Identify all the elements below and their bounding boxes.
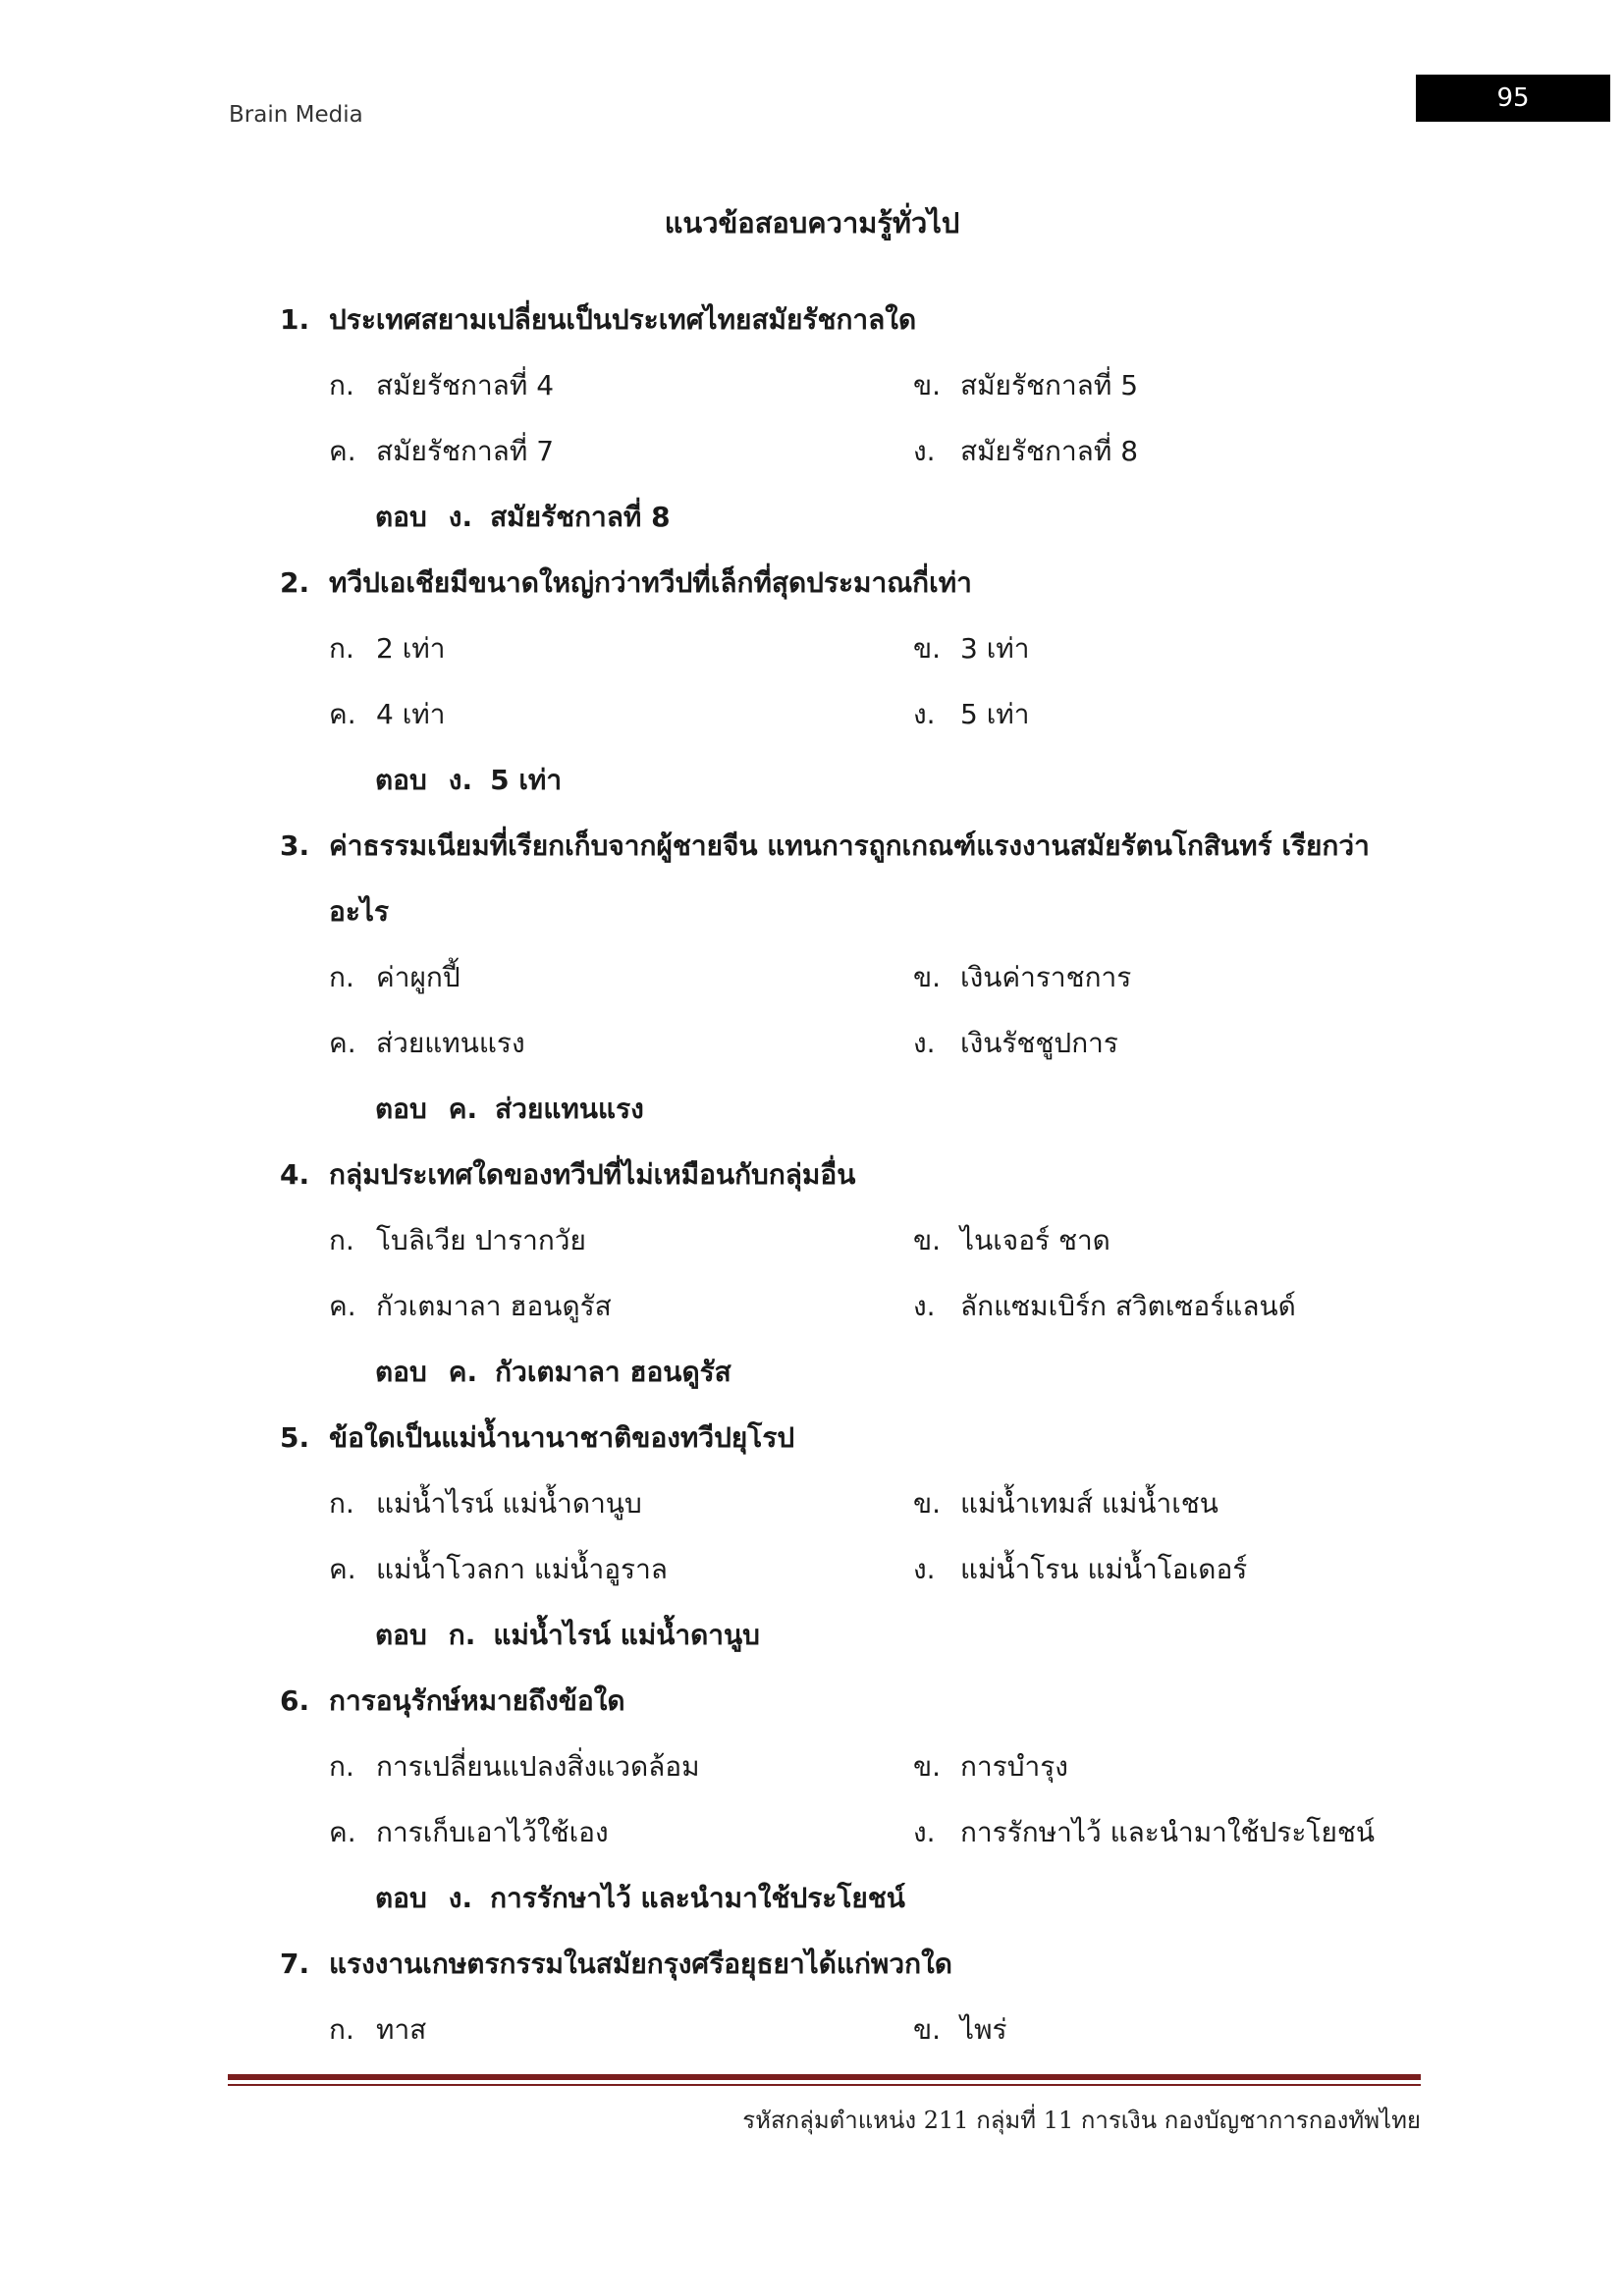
option-letter: ข. bbox=[913, 961, 942, 993]
question-text: ประเทศสยามเปลี่ยนเป็นประเทศไทยสมัยรัชกาลใด bbox=[329, 303, 917, 336]
option bbox=[913, 1207, 1409, 1273]
option-letter: ค. bbox=[329, 1553, 356, 1585]
question-4 bbox=[280, 1142, 1409, 1405]
option-letter: ค. bbox=[329, 1816, 356, 1848]
option-text: กัวเตมาลา ฮอนดูรัส bbox=[376, 1290, 612, 1322]
answer-text: ส่วยแทนแรง bbox=[495, 1093, 644, 1125]
option bbox=[913, 1734, 1409, 1799]
option-letter: ง. bbox=[913, 1290, 936, 1322]
option-text: ไนเจอร์ ชาด bbox=[960, 1224, 1110, 1256]
option bbox=[913, 418, 1409, 484]
question-text: ข้อใดเป็นแม่น้ำนานาชาติของทวีปยุโรป bbox=[329, 1421, 795, 1454]
option-letter: ง. bbox=[913, 698, 936, 730]
brand-name: Brain Media bbox=[229, 102, 363, 128]
answer-prefix: ตอบ bbox=[375, 1093, 427, 1125]
answer bbox=[280, 1339, 1409, 1405]
option bbox=[913, 944, 1409, 1010]
option-letter: ก. bbox=[329, 1750, 354, 1783]
option-letter: ข. bbox=[913, 1224, 942, 1256]
option bbox=[913, 1799, 1409, 1865]
option-letter: ข. bbox=[913, 1750, 942, 1783]
option-letter: ข. bbox=[913, 369, 942, 401]
option-text: แม่น้ำไรน์ แม่น้ำดานูบ bbox=[376, 1487, 642, 1520]
option bbox=[913, 352, 1409, 418]
option-text: สมัยรัชกาลที่ 4 bbox=[376, 369, 555, 401]
question-number: 4. bbox=[280, 1158, 310, 1191]
option-text: แม่น้ำเทมส์ แม่น้ำเชน bbox=[960, 1487, 1218, 1520]
footer-text: รหัสกลุ่มตำแหน่ง 211 กลุ่มที่ 11 การเงิน กองบัญชาการกองทัพไทย bbox=[742, 2107, 1421, 2134]
option-text: แม่น้ำโรน แม่น้ำโอเดอร์ bbox=[960, 1553, 1248, 1585]
answer bbox=[280, 1602, 1409, 1668]
question-number: 7. bbox=[280, 1948, 310, 1980]
option-letter: ก. bbox=[329, 961, 354, 993]
answer-letter: ง. bbox=[448, 501, 473, 533]
question-text: กลุ่มประเทศใดของทวีปที่ไม่เหมือนกับกลุ่มอื่น bbox=[329, 1158, 856, 1191]
footer-divider bbox=[228, 2074, 1421, 2080]
answer-prefix: ตอบ bbox=[375, 501, 427, 533]
option-text: เงินค่าราชการ bbox=[960, 961, 1132, 993]
page-number: 95 bbox=[1416, 75, 1610, 122]
option bbox=[913, 1010, 1409, 1076]
option-text: สมัยรัชกาลที่ 8 bbox=[960, 435, 1139, 467]
question-list bbox=[280, 287, 1409, 2062]
option-text: ส่วยแทนแรง bbox=[376, 1027, 525, 1059]
answer-text: แม่น้ำไรน์ แม่น้ำดานูบ bbox=[493, 1619, 760, 1651]
footer-divider-thin bbox=[228, 2084, 1421, 2086]
option-text: 5 เท่า bbox=[960, 698, 1030, 730]
option-letter: ข. bbox=[913, 632, 942, 665]
question-6 bbox=[280, 1668, 1409, 1931]
question-text: ค่าธรรมเนียมที่เรียกเก็บจากผู้ชายจีน แทนการถูกเกณฑ์แรงงานสมัยรัตนโกสินทร์ เรียกว่าอะไร bbox=[329, 829, 1370, 928]
question-3 bbox=[280, 813, 1409, 1142]
answer-text: 5 เท่า bbox=[490, 764, 563, 796]
option-text: 2 เท่า bbox=[376, 632, 446, 665]
option bbox=[913, 681, 1409, 747]
answer-prefix: ตอบ bbox=[375, 1882, 427, 1914]
answer-letter: ค. bbox=[448, 1093, 478, 1125]
option bbox=[329, 681, 913, 747]
option-letter: ค. bbox=[329, 698, 356, 730]
question-number: 1. bbox=[280, 303, 310, 336]
answer-text: การรักษาไว้ และนำมาใช้ประโยชน์ bbox=[490, 1882, 905, 1914]
answer-text: กัวเตมาลา ฮอนดูรัส bbox=[495, 1356, 731, 1388]
option-letter: ง. bbox=[913, 1553, 936, 1585]
option-text: 4 เท่า bbox=[376, 698, 446, 730]
question-text: แรงงานเกษตรกรรมในสมัยกรุงศรีอยุธยาได้แก่พวกใด bbox=[329, 1948, 952, 1980]
option-text: สมัยรัชกาลที่ 7 bbox=[376, 435, 555, 467]
option bbox=[913, 1470, 1409, 1536]
question-number: 6. bbox=[280, 1684, 310, 1717]
question-number: 2. bbox=[280, 566, 310, 599]
answer-text: สมัยรัชกาลที่ 8 bbox=[490, 501, 671, 533]
option-text: แม่น้ำโวลกา แม่น้ำอูราล bbox=[376, 1553, 668, 1585]
option-text: สมัยรัชกาลที่ 5 bbox=[960, 369, 1139, 401]
answer-letter: ง. bbox=[448, 764, 473, 796]
option bbox=[329, 1536, 913, 1602]
option-letter: ค. bbox=[329, 1290, 356, 1322]
answer bbox=[280, 1076, 1409, 1142]
answer-prefix: ตอบ bbox=[375, 1619, 427, 1651]
question-number: 5. bbox=[280, 1421, 310, 1454]
option-letter: ข. bbox=[913, 1487, 942, 1520]
option-letter: ง. bbox=[913, 435, 936, 467]
option bbox=[913, 615, 1409, 681]
option-text: ทาส bbox=[376, 2013, 427, 2046]
option-text: การบำรุง bbox=[960, 1750, 1068, 1783]
option bbox=[329, 418, 913, 484]
page-title: แนวข้อสอบความรู้ทั่วไป bbox=[664, 206, 960, 240]
option bbox=[329, 1010, 913, 1076]
answer bbox=[280, 484, 1409, 550]
question-7 bbox=[280, 1931, 1409, 2062]
question-text: การอนุรักษ์หมายถึงข้อใด bbox=[329, 1684, 625, 1717]
option-letter: ก. bbox=[329, 2013, 354, 2046]
option-text: ไพร่ bbox=[960, 2013, 1007, 2046]
answer-prefix: ตอบ bbox=[375, 1356, 427, 1388]
option-text: ค่าผูกปี้ bbox=[376, 961, 460, 993]
option bbox=[329, 1207, 913, 1273]
answer-prefix: ตอบ bbox=[375, 764, 427, 796]
option-letter: ค. bbox=[329, 1027, 356, 1059]
option-letter: ง. bbox=[913, 1027, 936, 1059]
option-letter: ค. bbox=[329, 435, 356, 467]
option bbox=[913, 1536, 1409, 1602]
question-1 bbox=[280, 287, 1409, 550]
answer bbox=[280, 1865, 1409, 1931]
question-text: ทวีปเอเชียมีขนาดใหญ่กว่าทวีปที่เล็กที่สุดประมาณกี่เท่า bbox=[329, 566, 972, 599]
question-2 bbox=[280, 550, 1409, 813]
option-text: โบลิเวีย ปารากวัย bbox=[376, 1224, 586, 1256]
option-letter: ก. bbox=[329, 1224, 354, 1256]
option-text: การเปลี่ยนแปลงสิ่งแวดล้อม bbox=[376, 1750, 700, 1783]
question-number: 3. bbox=[280, 829, 310, 862]
answer-letter: ค. bbox=[448, 1356, 478, 1388]
option bbox=[913, 1273, 1409, 1339]
option bbox=[329, 615, 913, 681]
option-letter: ก. bbox=[329, 632, 354, 665]
option-letter: ก. bbox=[329, 369, 354, 401]
option-letter: ข. bbox=[913, 2013, 942, 2046]
option bbox=[329, 944, 913, 1010]
option bbox=[329, 1273, 913, 1339]
answer-letter: ก. bbox=[448, 1619, 476, 1651]
option bbox=[913, 1997, 1409, 2062]
answer bbox=[280, 747, 1409, 813]
option-text: ลักแซมเบิร์ก สวิตเซอร์แลนด์ bbox=[960, 1290, 1296, 1322]
option-text: เงินรัชชูปการ bbox=[960, 1027, 1118, 1059]
option bbox=[329, 1734, 913, 1799]
option-text: การเก็บเอาไว้ใช้เอง bbox=[376, 1816, 609, 1848]
option-letter: ง. bbox=[913, 1816, 936, 1848]
question-5 bbox=[280, 1405, 1409, 1668]
answer-letter: ง. bbox=[448, 1882, 473, 1914]
option bbox=[329, 1997, 913, 2062]
option-text: การรักษาไว้ และนำมาใช้ประโยชน์ bbox=[960, 1816, 1375, 1848]
option bbox=[329, 1470, 913, 1536]
option bbox=[329, 1799, 913, 1865]
option bbox=[329, 352, 913, 418]
option-text: 3 เท่า bbox=[960, 632, 1030, 665]
option-letter: ก. bbox=[329, 1487, 354, 1520]
